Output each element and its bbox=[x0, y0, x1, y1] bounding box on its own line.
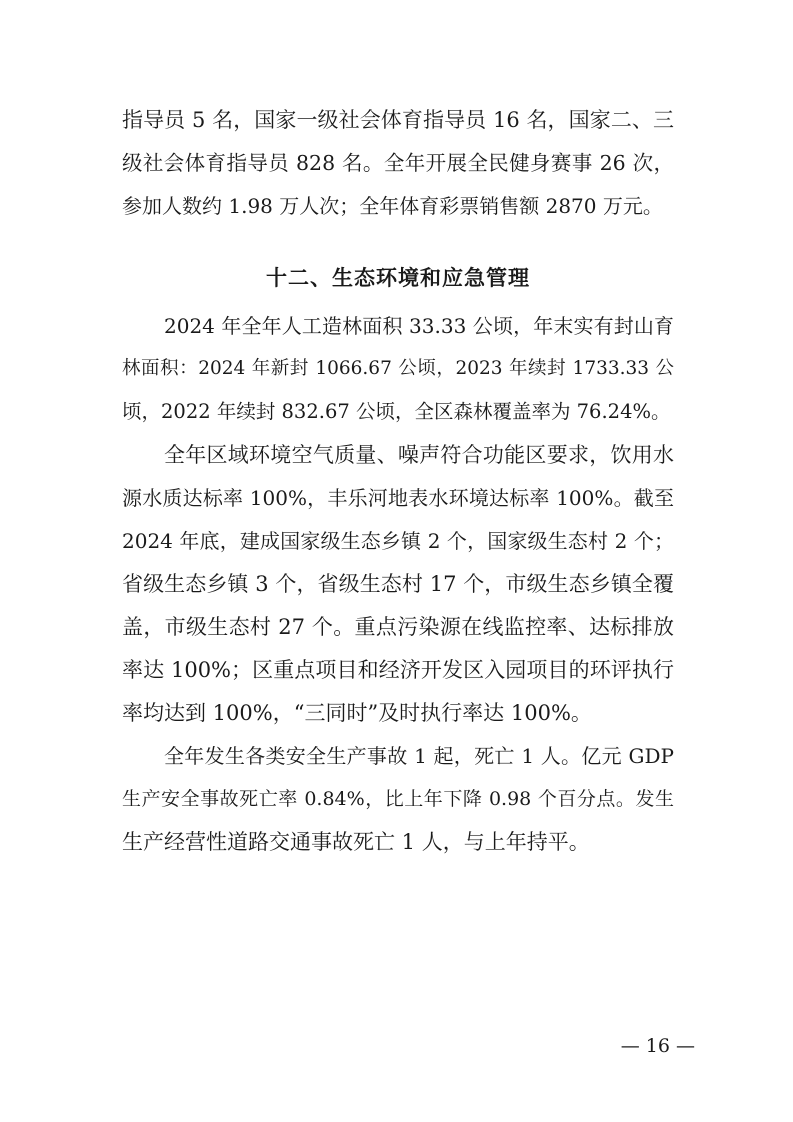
paragraph-line: 级社会体育指导员 828 名。全年开展全民健身赛事 26 次， bbox=[122, 151, 674, 175]
paragraph-line: 省级生态乡镇 3 个，省级生态村 17 个，市级生态乡镇全覆 bbox=[122, 572, 674, 596]
paragraph-line: 2024 年底，建成国家级生态乡镇 2 个，国家级生态村 2 个； bbox=[122, 529, 674, 553]
paragraph-line: 林面积：2024 年新封 1066.67 公顷，2023 年续封 1733.33 公 bbox=[122, 358, 674, 379]
paragraph-line: 生产经营性道路交通事故死亡 1 人，与上年持平。 bbox=[122, 830, 590, 854]
paragraph-line: 指导员 5 名，国家一级社会体育指导员 16 名，国家二、三 bbox=[122, 108, 674, 132]
paragraph-line: 全年发生各类安全生产事故 1 起，死亡 1 人。亿元 GDP bbox=[164, 744, 674, 768]
paragraph-line: 率均达到 100%，“三同时”及时执行率达 100%。 bbox=[122, 701, 592, 725]
page-number: — 16 — bbox=[620, 1035, 695, 1057]
section-heading: 十二、生态环境和应急管理 bbox=[266, 266, 530, 290]
paragraph-line: 生产安全事故死亡率 0.84%，比上年下降 0.98 个百分点。发生 bbox=[122, 788, 674, 810]
paragraph-line: 率达 100%；区重点项目和经济开发区入园项目的环评执行 bbox=[122, 658, 674, 682]
paragraph-line: 2024 年全年人工造林面积 33.33 公顷，年末实有封山育 bbox=[164, 314, 674, 338]
paragraph-line: 源水质达标率 100%，丰乐河地表水环境达标率 100%。截至 bbox=[122, 486, 674, 510]
paragraph-line: 盖，市级生态村 27 个。重点污染源在线监控率、达标排放 bbox=[122, 615, 674, 639]
paragraph-line: 参加人数约 1.98 万人次；全年体育彩票销售额 2870 万元。 bbox=[122, 194, 663, 218]
paragraph-line: 顷，2022 年续封 832.67 公顷，全区森林覆盖率为 76.24%。 bbox=[122, 400, 671, 423]
paragraph-line: 全年区域环境空气质量、噪声符合功能区要求，饮用水 bbox=[164, 443, 674, 467]
